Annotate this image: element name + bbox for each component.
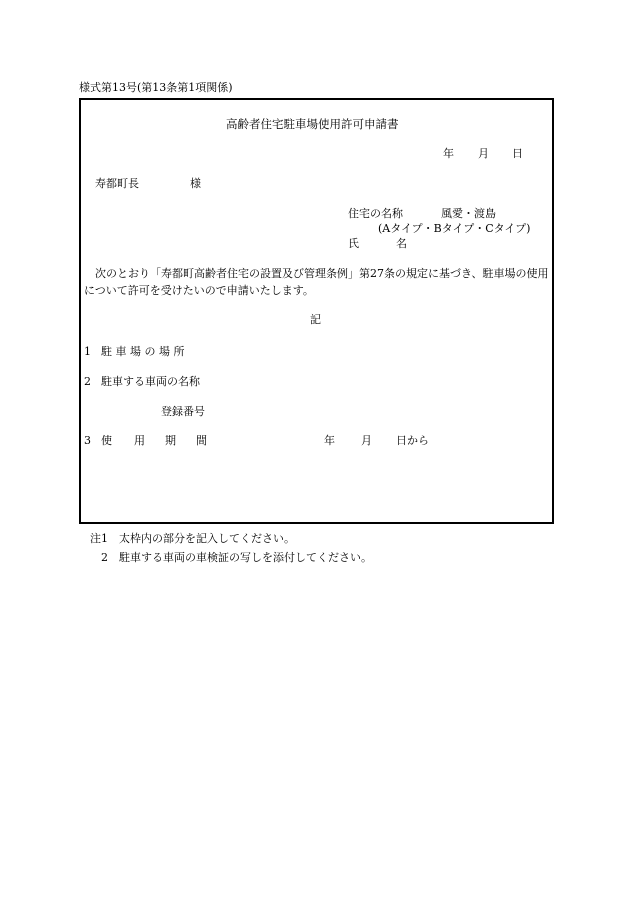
item-2-label: 駐車する車両の名称 xyxy=(101,375,200,388)
housing-name-value: 風愛・渡島 xyxy=(441,207,496,220)
date-year-label: 年 xyxy=(443,147,454,160)
date-day-label: 日 xyxy=(512,147,523,160)
item-3-label-char-2: 用 xyxy=(134,434,145,447)
period-year-label: 年 xyxy=(324,434,335,447)
item-1-number: 1 xyxy=(84,345,91,358)
form-frame xyxy=(79,98,554,524)
date-month-label: 月 xyxy=(478,147,489,160)
addressee-name: 寿都町長 xyxy=(95,177,139,190)
item-2-number: 2 xyxy=(84,375,91,388)
item-3-label-char-3: 期 xyxy=(165,434,176,447)
addressee-honorific: 様 xyxy=(190,177,201,190)
note-2-text: 駐車する車両の車検証の写しを添付してください。 xyxy=(119,551,372,564)
housing-name-label: 住宅の名称 xyxy=(348,207,403,220)
item-3-label-char-4: 間 xyxy=(196,434,207,447)
note-1-text: 太枠内の部分を記入してください。 xyxy=(119,532,295,545)
period-from-label: 日から xyxy=(396,434,429,447)
housing-types: (Aタイプ・Bタイプ・Cタイプ) xyxy=(378,222,531,235)
item-3-label-char-1: 使 xyxy=(101,434,112,447)
ki-label: 記 xyxy=(310,313,321,326)
application-body: 次のとおり「寿都町高齢者住宅の設置及び管理条例」第27条の規定に基づき、駐車場の使用について許可を受けたいので申請いたします。 xyxy=(84,267,549,297)
item-2-sub-label: 登録番号 xyxy=(161,405,205,418)
period-month-label: 月 xyxy=(361,434,372,447)
item-3-number: 3 xyxy=(84,434,91,447)
note-1-number: 注1 xyxy=(90,532,108,545)
note-2-number: 2 xyxy=(101,551,108,564)
form-number-label: 様式第13号(第13条第1項関係) xyxy=(79,81,233,94)
applicant-name-label-1: 氏 xyxy=(348,237,359,250)
applicant-name-label-2: 名 xyxy=(396,237,407,250)
item-1-label: 駐 車 場 の 場 所 xyxy=(101,345,185,358)
form-title: 高齢者住宅駐車場使用許可申請書 xyxy=(226,117,399,131)
